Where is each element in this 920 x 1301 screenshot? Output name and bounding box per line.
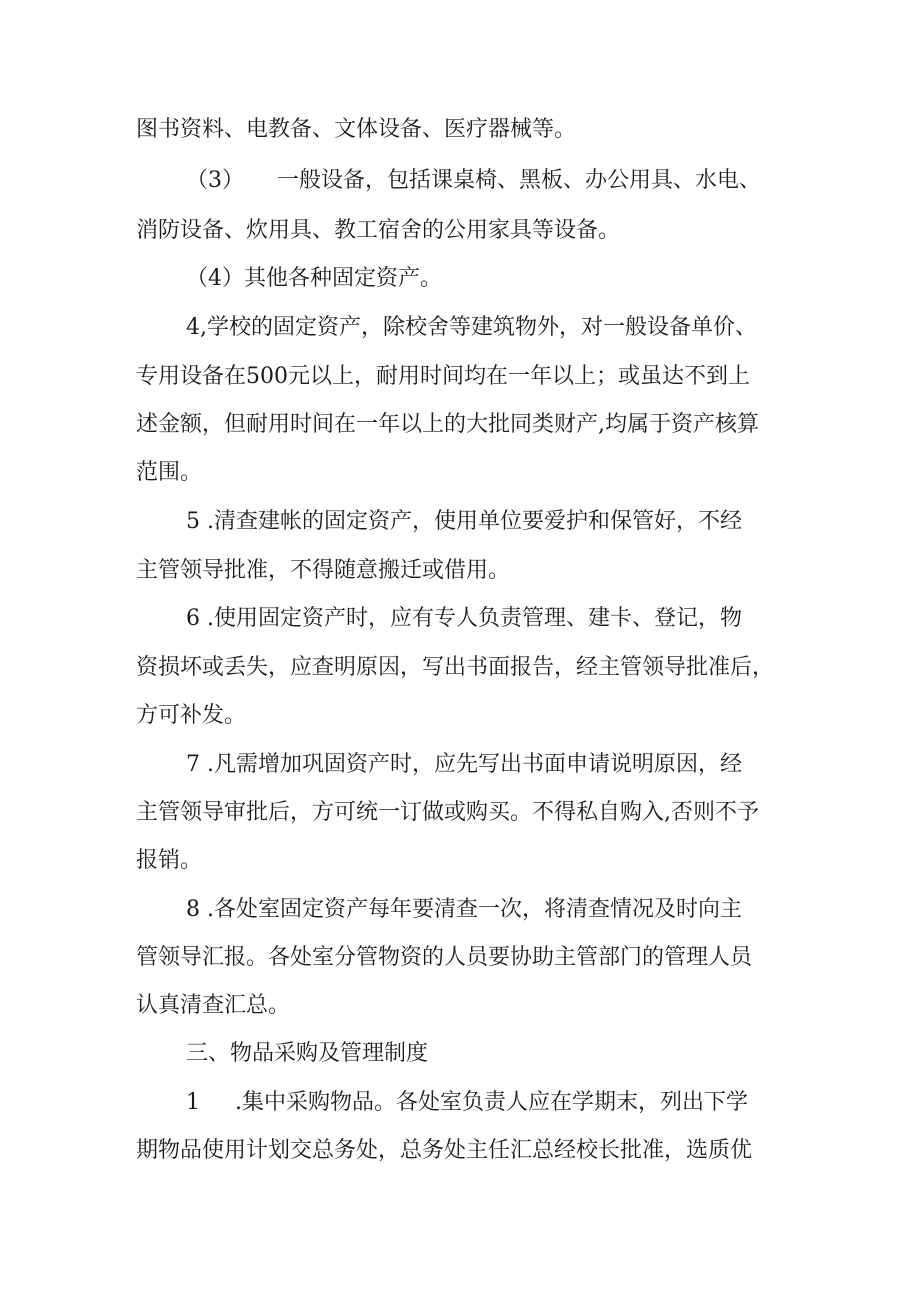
text-line: 8 .各处室固定资产每年要清查一次，将清查情况及时向主 — [186, 897, 742, 922]
text-line: 管领导汇报。各处室分管物资的人员要协助主管部门的管理人员 — [136, 945, 753, 970]
section-heading: 三、物品采购及管理制度 — [186, 1041, 429, 1066]
text-line: 5 .清查建帐的固定资产，使用单位要爱护和保管好，不经 — [186, 509, 742, 534]
text-line: 图书资料、电教备、文体设备、医疗器械等。 — [136, 117, 577, 142]
text-line: （3） 一般设备，包括课桌椅、黑板、办公用具、水电、 — [186, 168, 761, 193]
text-line: 主管领导审批后，方可统一订做或购买。不得私自购入,否则不予 — [136, 800, 759, 825]
text-line: 方可补发。 — [136, 703, 247, 728]
text-line: 专用设备在500元以上，耐用时间均在一年以上；或虽达不到上 — [136, 364, 750, 389]
text-line: 期物品使用计划交总务处，总务处主任汇总经校长批准，选质优 — [136, 1138, 753, 1163]
text-line: 1 .集中采购物品。各处室负责人应在学期末，列出下学 — [186, 1090, 748, 1115]
text-line: 资损坏或丢失，应查明原因，写出书面报告，经主管领导批准后， — [136, 655, 775, 680]
text-line: 报销。 — [136, 848, 203, 873]
text-line: 述金额，但耐用时间在一年以上的大批同类财产,均属于资产核算 — [136, 412, 759, 437]
text-line: 范围。 — [136, 460, 203, 485]
text-line: 6 .使用固定资产时，应有专人负责管理、建卡、登记，物 — [186, 606, 742, 631]
text-line: （4）其他各种固定资产。 — [186, 266, 442, 291]
text-line: 认真清查汇总。 — [136, 993, 291, 1018]
text-line: 7 .凡需增加巩固资产时，应先写出书面申请说明原因，经 — [186, 752, 742, 777]
text-line: 主管领导批准，不得随意搬迁或借用。 — [136, 558, 511, 583]
text-line: 4,学校的固定资产，除校舍等建筑物外，对一般设备单价、 — [186, 315, 757, 340]
text-line: 消防设备、炊用具、教工宿舍的公用家具等设备。 — [136, 218, 621, 243]
